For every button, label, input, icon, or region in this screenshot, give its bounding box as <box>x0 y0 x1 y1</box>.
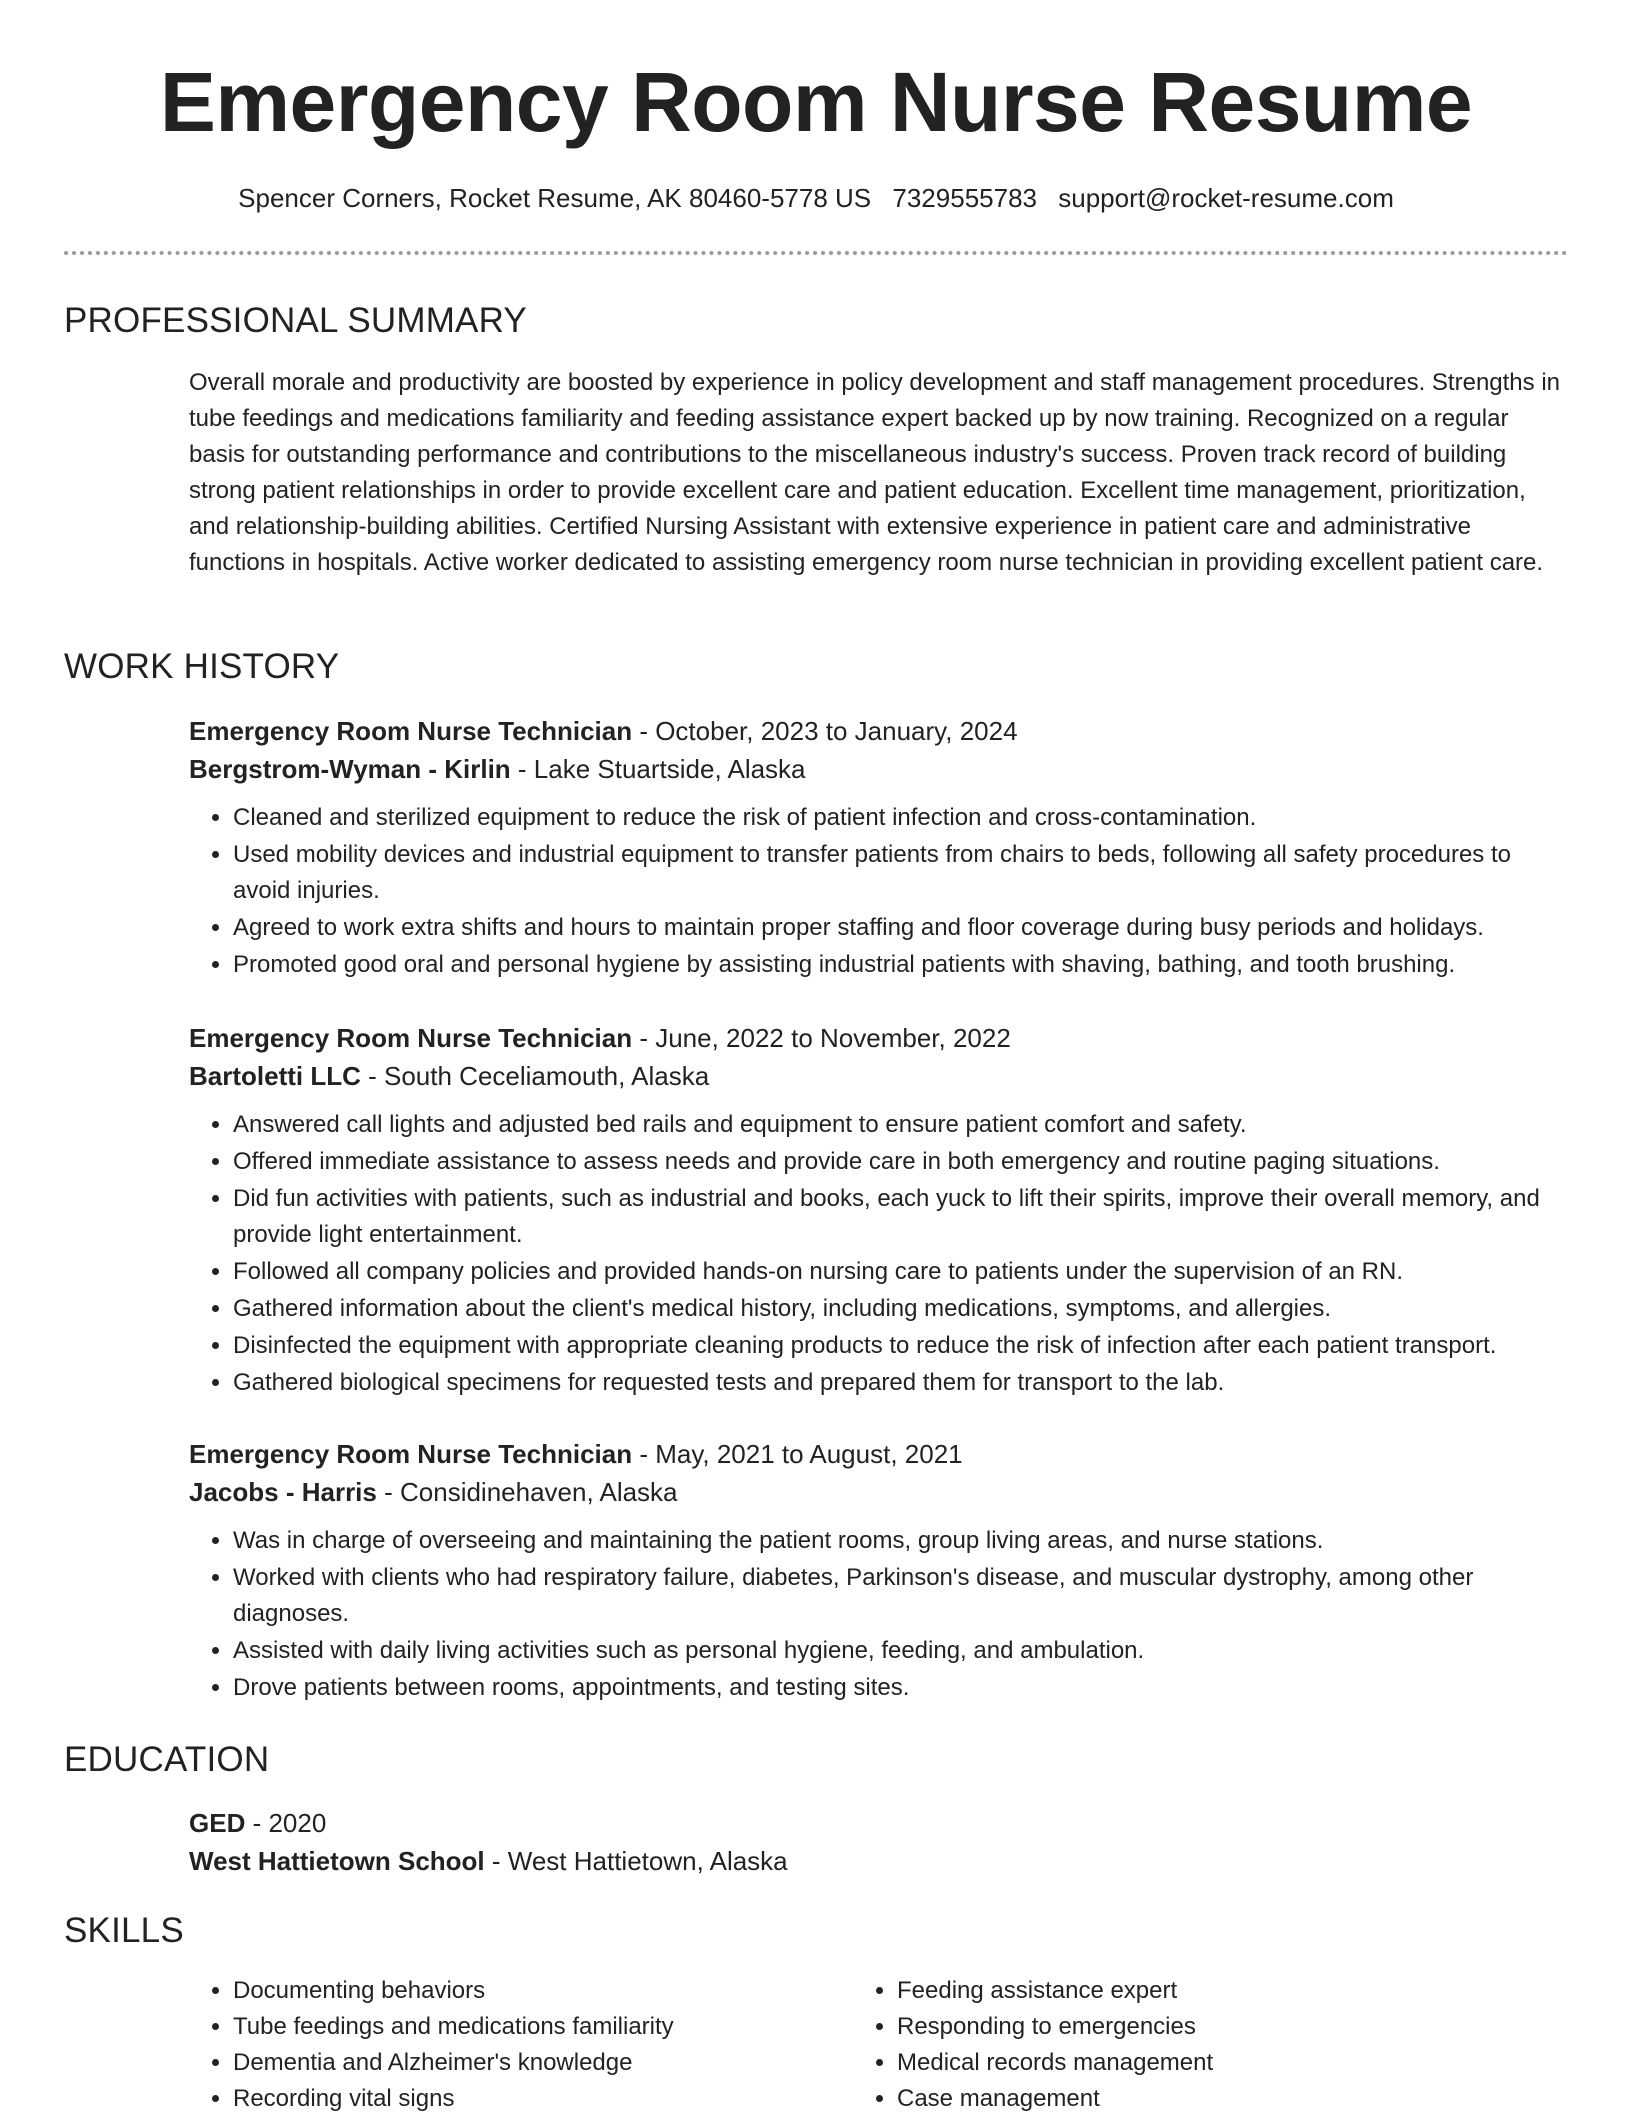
job-title: Emergency Room Nurse Technician <box>189 1023 633 1053</box>
summary-heading: PROFESSIONAL SUMMARY <box>64 301 527 340</box>
job-title-line <box>189 1435 1569 1473</box>
skill-item: • Feeding assistance expert <box>897 1973 1517 2009</box>
job-title: Emergency Room Nurse Technician <box>189 716 633 746</box>
skill-item: • Tube feedings and medications familiarity <box>233 2009 853 2045</box>
job-company: Bergstrom-Wyman - Kirlin <box>189 754 511 784</box>
job-dates: - June, 2022 to November, 2022 <box>639 1023 1011 1053</box>
contact-line <box>0 180 1632 216</box>
skill-item: • Dementia and Alzheimer's knowledge <box>233 2045 853 2081</box>
list-item: • Disinfected the equipment with appropriate cleaning products to reduce the risk of infection after each patient transport. <box>233 1328 1569 1364</box>
list-item: • Agreed to work extra shifts and hours to maintain proper staffing and floor coverage during busy periods and holidays. <box>233 910 1569 946</box>
contact-address: Spencer Corners, Rocket Resume, AK 80460-5778 US <box>238 183 872 213</box>
work-history-heading: WORK HISTORY <box>64 647 340 686</box>
job-bullets <box>189 1523 1569 1706</box>
job-location: - Lake Stuartside, Alaska <box>517 754 806 784</box>
job-title: Emergency Room Nurse Technician <box>189 1439 633 1469</box>
resume-title: Emergency Room Nurse Resume <box>159 55 1473 149</box>
skill-item: • Responding to emergencies <box>897 2009 1517 2045</box>
skill-item: • Documenting behaviors <box>233 1973 853 2009</box>
list-item: • Followed all company policies and provided hands-on nursing care to patients under the supervision of an RN. <box>233 1254 1569 1290</box>
list-item: • Assisted with daily living activities such as personal hygiene, feeding, and ambulation. <box>233 1633 1569 1669</box>
list-item: • Worked with clients who had respiratory failure, diabetes, Parkinson's disease, and muscular dystrophy, among other diagnoses. <box>233 1560 1569 1632</box>
list-item: • Used mobility devices and industrial equipment to transfer patients from chairs to beds, following all safety procedures to avoid injuries. <box>233 837 1569 909</box>
skills-list <box>189 1973 1569 2117</box>
list-item: • Cleaned and sterilized equipment to reduce the risk of patient infection and cross-contamination. <box>233 800 1569 836</box>
school-location: - West Hattietown, Alaska <box>491 1846 788 1876</box>
summary-text: Overall morale and productivity are boosted by experience in policy development and staff management procedures. Strengths in tube feedings and medications familiarity and feeding assistance expert backed up by now training. Recognized on a regular basis for outstanding performance and contributions to the miscellaneous industry's success. Proven track record of building strong patient relationships in order to provide excellent care and patient education. Excellent time management, prioritization, and relationship-building abilities. Certified Nursing Assistant with extensive experience in patient care and administrative functions in hospitals. Active worker dedicated to assisting emergency room nurse technician in providing excellent patient care. <box>189 369 1560 576</box>
job-title-line <box>189 712 1569 750</box>
job-company: Jacobs - Harris <box>189 1477 377 1507</box>
job-bullets <box>189 800 1569 983</box>
job-company-line <box>189 750 1569 788</box>
job-entry <box>189 712 1569 984</box>
header-divider <box>64 251 1568 255</box>
skills-column-right <box>853 1973 1517 2117</box>
job-location: - South Ceceliamouth, Alaska <box>368 1061 710 1091</box>
job-company: Bartoletti LLC <box>189 1061 361 1091</box>
job-dates: - May, 2021 to August, 2021 <box>639 1439 963 1469</box>
degree-line <box>189 1804 1569 1842</box>
list-item: • Gathered biological specimens for requested tests and prepared them for transport to the lab. <box>233 1365 1569 1401</box>
list-item: • Did fun activities with patients, such as industrial and books, each yuck to lift their spirits, improve their overall memory, and provide light entertainment. <box>233 1181 1569 1253</box>
contact-email: support@rocket-resume.com <box>1058 183 1394 213</box>
job-entry <box>189 1019 1569 1402</box>
skill-item: • Case management <box>897 2081 1517 2117</box>
skills-heading: SKILLS <box>64 1911 184 1950</box>
list-item: • Drove patients between rooms, appointments, and testing sites. <box>233 1670 1569 1706</box>
job-dates: - October, 2023 to January, 2024 <box>639 716 1018 746</box>
list-item: • Gathered information about the client's medical history, including medications, symptoms, and allergies. <box>233 1291 1569 1327</box>
job-title-line <box>189 1019 1569 1057</box>
job-company-line <box>189 1473 1569 1511</box>
skill-item: • Recording vital signs <box>233 2081 853 2117</box>
job-location: - Considinehaven, Alaska <box>384 1477 678 1507</box>
list-item: • Promoted good oral and personal hygiene by assisting industrial patients with shaving, bathing, and tooth brushing. <box>233 947 1569 983</box>
list-item: • Offered immediate assistance to assess needs and provide care in both emergency and routine paging situations. <box>233 1144 1569 1180</box>
education-heading: EDUCATION <box>64 1740 270 1779</box>
job-bullets <box>189 1107 1569 1401</box>
skill-item: • Medical records management <box>897 2045 1517 2081</box>
degree-year: - 2020 <box>252 1808 327 1838</box>
education-entry <box>189 1804 1569 1880</box>
list-item: • Was in charge of overseeing and maintaining the patient rooms, group living areas, and nurse stations. <box>233 1523 1569 1559</box>
job-company-line <box>189 1057 1569 1095</box>
list-item: • Answered call lights and adjusted bed rails and equipment to ensure patient comfort and safety. <box>233 1107 1569 1143</box>
skills-column-left <box>189 1973 853 2117</box>
job-entry <box>189 1435 1569 1707</box>
contact-phone: 7329555783 <box>892 183 1037 213</box>
school-name: West Hattietown School <box>189 1846 485 1876</box>
summary-section <box>189 365 1569 581</box>
degree: GED <box>189 1808 246 1838</box>
school-line <box>189 1842 1569 1880</box>
